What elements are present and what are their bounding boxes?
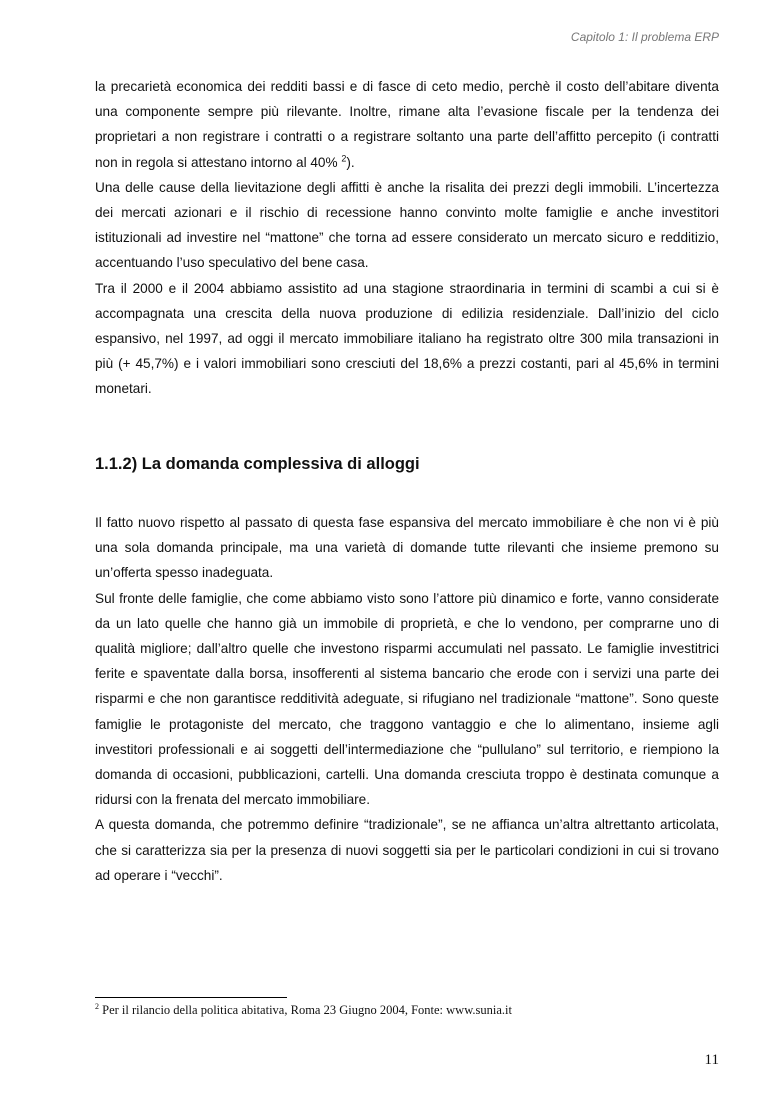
footnote-text: Per il rilancio della politica abitativa, Roma 23 Giugno 2004, Fonte: www.sunia.it (99, 1003, 513, 1017)
paragraph-tax-evasion (95, 74, 719, 175)
running-header: Capitolo 1: Il problema ERP (570, 30, 719, 44)
paragraph-text-end: ). (346, 154, 355, 170)
footnote-divider (95, 997, 287, 998)
paragraph-new-demand: Il fatto nuovo rispetto al passato di questa fase espansiva del mercato immobiliare è che non vi è più una sola domanda principale, ma una varietà di domande tutte rilevanti che insieme premono su un’offerta spesso inadeguata. (95, 515, 719, 581)
section-heading: 1.1.2) La domanda complessiva di alloggi (95, 455, 420, 473)
footnote-reference: 2 (341, 153, 347, 164)
footnote (95, 1003, 512, 1018)
paragraph-property-prices: Una delle cause della lievitazione degli affitti è anche la risalita dei prezzi degli immobili. L’incertezza dei mercati azionari e il rischio di recessione hanno convinto molte famiglie e anche investitori istituzionali ad investire nel “mattone” che torna ad essere considerato un mercato sicuro e redditizio, accentuando l’uso speculativo del bene casa. (95, 179, 719, 271)
paragraph-traditional-demand: A questa domanda, che potremmo definire “tradizionale”, se ne affianca un’altra altrettanto articolata, che si caratterizza sia per la presenza di nuovi soggetti sia per le particolari condizioni in cui si trovano ad operare i “vecchi”. (95, 817, 719, 883)
paragraph-text: la precarietà economica dei redditi bassi e di fasce di ceto medio, perchè il costo dell’abitare diventa una componente sempre più rilevante. Inoltre, rimane alta l’evasione fiscale per la tendenza dei proprietari a non registrare i contratti o a registrare soltanto una parte dell’affitto percepito (i contratti non in regola si attestano intorno al 40% (95, 79, 719, 170)
page-number: 11 (704, 1052, 719, 1068)
text-block-intro (95, 74, 719, 402)
text-block-housing-demand (95, 510, 719, 888)
paragraph-market-cycle: Tra il 2000 e il 2004 abbiamo assistito ad una stagione straordinaria in termini di scambi a cui si è accompagnata una crescita della nuova produzione di edilizia residenziale. Dall’inizio del ciclo espansivo, nel 1997, ad oggi il mercato immobiliare italiano ha registrato oltre 300 mila transazioni in più (+ 45,7%) e i valori immobiliari sono cresciuti del 18,6% a prezzi costanti, pari al 45,6% in termini monetari. (95, 280, 719, 397)
paragraph-families: Sul fronte delle famiglie, che come abbiamo visto sono l’attore più dinamico e forte, vanno considerate da un lato quelle che hanno già un immobile di proprietà, e che lo vendono, per comprarne uno di qualità migliore; dall’altro quelle che investono risparmi accumulati nel passato. Le famiglie investitrici ferite e spaventate dalla borsa, insofferenti al sistema bancario che erode con i servizi una parte dei risparmi e che non garantisce redditività adeguate, si rifugiano nel tradizionale “mattone”. Sono queste famiglie le protagoniste del mercato, che traggono vantaggio e che lo alimentano, insieme agli investitori professionali e ai soggetti dell’intermediazione che “pullulano” sul territorio, e riempiono la domanda di occasioni, pubblicazioni, cartelli. Una domanda cresciuta troppo è destinata comunque a ridursi con la frenata del mercato immobiliare. (95, 590, 719, 808)
footnote-marker: 2 (95, 1001, 99, 1011)
